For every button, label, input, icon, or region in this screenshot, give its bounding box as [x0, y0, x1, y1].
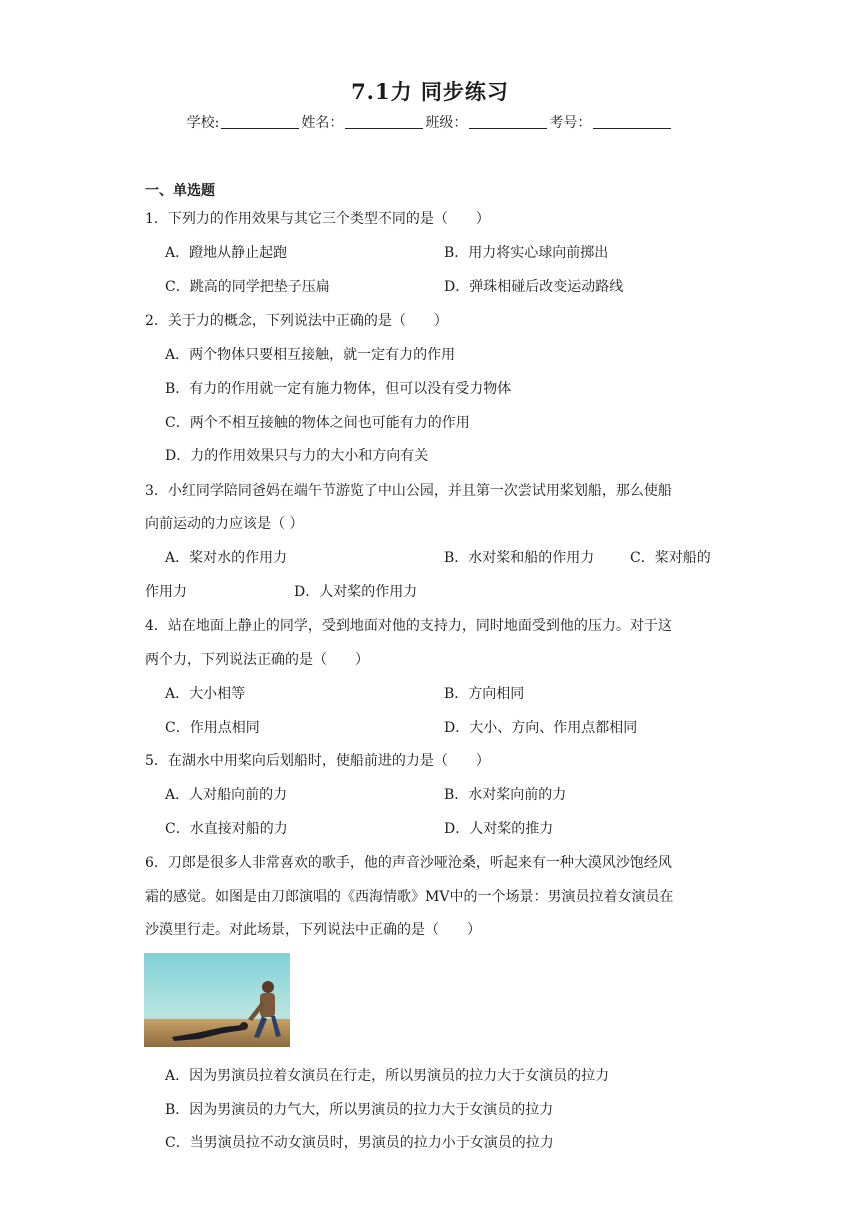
desert-scene-image [144, 953, 290, 1047]
name-blank [345, 114, 423, 129]
q5-option-d: D．人对桨的推力 [444, 821, 554, 837]
name-label: 姓名： [301, 115, 344, 131]
q3-option-a: A．桨对水的作用力 [165, 550, 288, 566]
q1-option-d: D．弹珠相碰后改变运动路线 [444, 279, 624, 295]
q5-option-c: C．水直接对船的力 [165, 821, 288, 837]
section-heading: 一、单选题 [145, 183, 215, 199]
q1-option-a: A．蹬地从静止起跑 [165, 245, 288, 261]
q6-option-c: C．当男演员拉不动女演员时，男演员的拉力小于女演员的拉力 [165, 1135, 554, 1151]
question-6-stem-line1: 6．刀郎是很多人非常喜欢的歌手，他的声音沙哑沧桑，听起来有一种大漠风沙饱经风 [145, 855, 672, 871]
q3-option-c-part1: C．桨对船的 [630, 550, 711, 566]
class-blank [469, 114, 547, 129]
q3-option-c-part2: 作用力 [145, 584, 187, 600]
q1-option-c: C．跳高的同学把垫子压扁 [165, 279, 330, 295]
question-3-stem-line2: 向前运动的力应该是（ ） [145, 516, 304, 532]
page-title: 7.1力 同步练习 [351, 79, 509, 104]
class-label: 班级： [425, 115, 468, 131]
question-3-stem-line1: 3．小红同学陪同爸妈在端午节游览了中山公园，并且第一次尝试用桨划船，那么使船 [145, 483, 672, 499]
q6-option-b: B．因为男演员的力气大，所以男演员的拉力大于女演员的拉力 [165, 1102, 554, 1118]
desert-scene-illustration [144, 953, 290, 1047]
q4-option-d: D．大小、方向、作用点都相同 [444, 720, 638, 736]
q1-option-b: B．用力将实心球向前掷出 [444, 245, 609, 261]
q2-option-b: B．有力的作用就一定有施力物体，但可以没有受力物体 [165, 381, 512, 397]
question-4-stem-line2: 两个力，下列说法正确的是（ ） [145, 652, 369, 668]
question-4-stem-line1: 4．站在地面上静止的同学，受到地面对他的支持力，同时地面受到他的压力。对于这 [145, 618, 672, 634]
q4-option-c: C．作用点相同 [165, 720, 260, 736]
school-label: 学校: [186, 115, 220, 131]
question-5-stem: 5．在湖水中用桨向后划船时，使船前进的力是（ ） [145, 753, 490, 769]
q5-option-a: A．人对船向前的力 [165, 787, 288, 803]
student-info-line [0, 112, 860, 132]
question-2-stem: 2．关于力的概念，下列说法中正确的是（ ） [145, 313, 448, 329]
exam-number-blank [593, 114, 671, 129]
q5-option-b: B．水对桨向前的力 [444, 787, 567, 803]
q2-option-a: A．两个物体只要相互接触，就一定有力的作用 [165, 347, 456, 363]
q2-option-c: C．两个不相互接触的物体之间也可能有力的作用 [165, 415, 470, 431]
q6-option-a: A．因为男演员拉着女演员在行走，所以男演员的拉力大于女演员的拉力 [165, 1068, 610, 1084]
question-1-stem: 1．下列力的作用效果与其它三个类型不同的是（ ） [145, 211, 490, 227]
q3-option-b: B．水对桨和船的作用力 [444, 550, 595, 566]
q2-option-d: D．力的作用效果只与力的大小和方向有关 [165, 448, 429, 464]
school-blank [221, 114, 299, 129]
exam-number-label: 考号： [549, 115, 592, 131]
q4-option-a: A．大小相等 [165, 686, 246, 702]
q3-option-d: D．人对桨的作用力 [294, 584, 418, 600]
q4-option-b: B．方向相同 [444, 686, 525, 702]
question-6-stem-line2: 霜的感觉。如图是由刀郎演唱的《西海情歌》MV中的一个场景：男演员拉着女演员在 [145, 889, 674, 905]
question-6-stem-line3: 沙漠里行走。对此场景，下列说法中正确的是（ ） [145, 922, 481, 938]
